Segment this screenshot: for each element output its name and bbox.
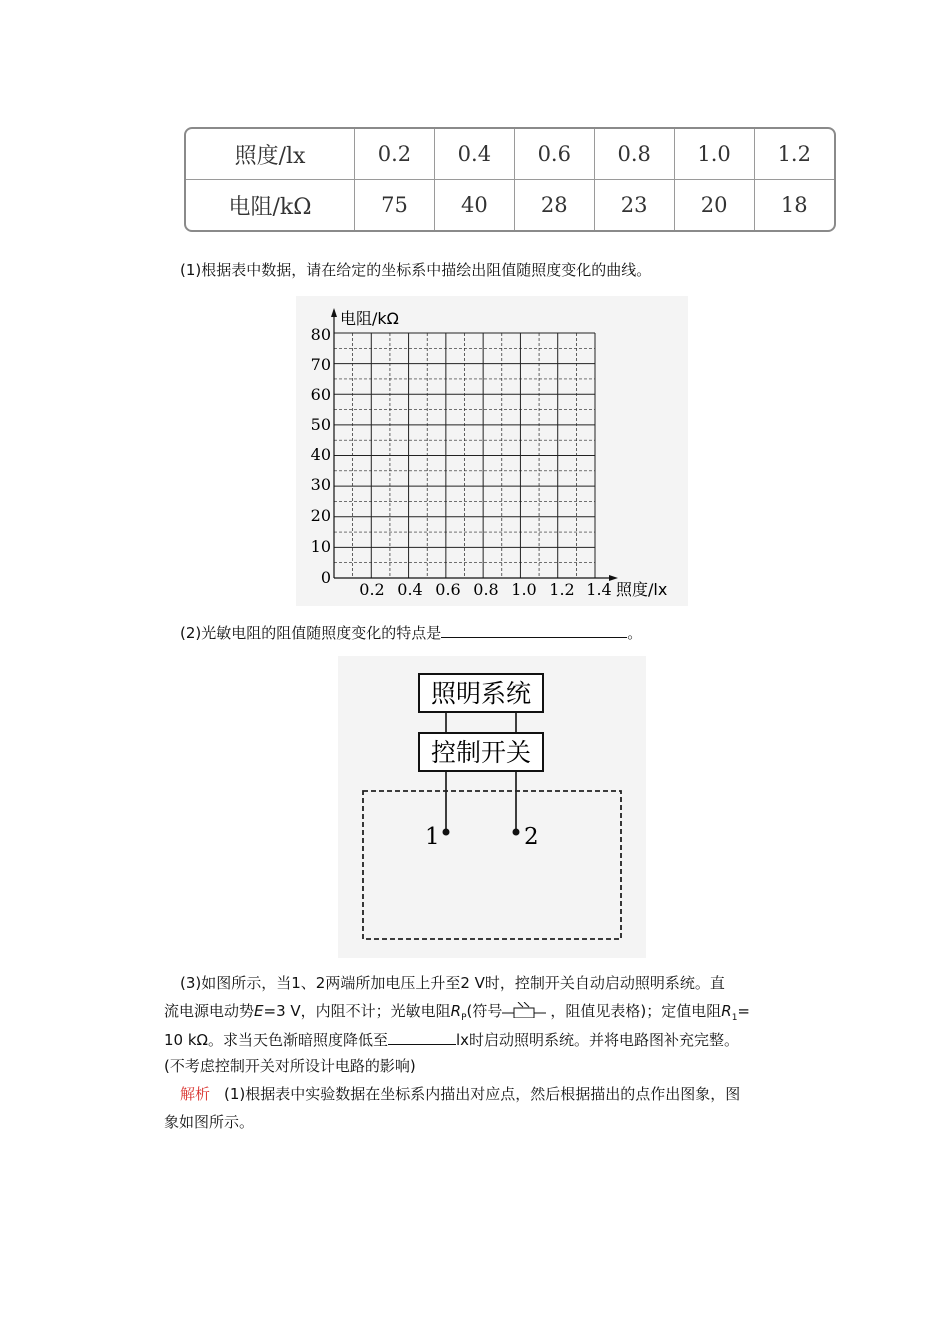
- x-axis-label: 照度/lx: [616, 580, 668, 599]
- table-cell: 23: [594, 180, 674, 231]
- answer-blank[interactable]: [441, 621, 627, 638]
- y-tick-label: 60: [310, 385, 331, 404]
- analysis-label: 解析: [180, 1085, 211, 1103]
- control-switch-label: 控制开关: [430, 738, 532, 767]
- question-2-text: (2)光敏电阻的阻值随照度变化的特点是: [180, 624, 442, 642]
- y-tick-label: 80: [310, 325, 331, 344]
- table-cell: 1.0: [674, 129, 754, 180]
- q3-text: (符号: [466, 1002, 503, 1020]
- question-2-end: 。: [627, 624, 643, 642]
- q3-text: =: [737, 1002, 750, 1020]
- x-tick-label: 0.6: [435, 580, 461, 599]
- q3-text: 10 kΩ。求当天色渐暗照度降低至: [164, 1031, 389, 1049]
- table-cell: 18: [754, 180, 834, 231]
- table-cell: 0.4: [434, 129, 514, 180]
- x-tick-label: 1.0: [511, 580, 537, 599]
- table-cell: 20: [674, 180, 754, 231]
- y-tick-label: 0: [320, 568, 331, 587]
- x-tick-label: 1.2: [549, 580, 575, 599]
- q3-text: lx时启动照明系统。并将电路图补充完整。: [456, 1031, 740, 1049]
- analysis-line-1: [180, 1080, 740, 1109]
- x-tick-label: 0.8: [473, 580, 499, 599]
- question-1-text: (1)根据表中数据，请在给定的坐标系中描绘出阻值随照度变化的曲线。: [180, 261, 652, 279]
- terminal-2-dot: [513, 829, 520, 836]
- table-cell: 0.6: [514, 129, 594, 180]
- table-cell: 0.2: [355, 129, 435, 180]
- q3-text: ，阻值见表格)；定值电阻: [550, 1002, 722, 1020]
- y-tick-label: 70: [310, 355, 331, 374]
- question-3-line-4: (不考虑控制开关对所设计电路的影响): [164, 1057, 416, 1075]
- question-3-line-1: (3)如图所示，当1、2两端所加电压上升至2 V时，控制开关自动启动照明系统。直: [180, 974, 725, 992]
- y-tick-label: 40: [310, 445, 331, 464]
- question-3-line-3: [164, 1026, 739, 1055]
- circuit-diagram: [338, 656, 646, 958]
- terminal-1-label: 1: [425, 824, 440, 850]
- lighting-system-label: 照明系统: [430, 679, 532, 708]
- terminal-1-dot: [443, 829, 450, 836]
- table-cell: 75: [355, 180, 435, 231]
- photoresistor-symbol-icon: [502, 1002, 550, 1018]
- table-row-illuminance: [186, 129, 834, 180]
- question-2: [180, 619, 642, 648]
- illuminance-resistance-table: [184, 127, 836, 232]
- terminal-2-label: 2: [524, 824, 539, 850]
- y-tick-label: 50: [310, 415, 331, 434]
- table-cell: 照度/lx: [186, 129, 355, 180]
- analysis-text: (1)根据表中实验数据在坐标系内描出对应点，然后根据描出的点作出图象，图: [224, 1085, 741, 1103]
- table-cell: 40: [434, 180, 514, 231]
- photoresistor-symbol: R: [450, 1002, 462, 1020]
- table-cell: 0.8: [594, 129, 674, 180]
- fixed-resistor-symbol: R: [721, 1002, 732, 1020]
- y-tick-label: 30: [310, 475, 331, 494]
- analysis-line-2: 象如图所示。: [164, 1113, 255, 1131]
- table-row-resistance: [186, 180, 834, 231]
- q3-text: =3 V，内阻不计；光敏电阻: [263, 1002, 451, 1020]
- answer-blank[interactable]: [388, 1028, 456, 1045]
- table-cell: 1.2: [754, 129, 834, 180]
- y-tick-label: 10: [310, 537, 331, 556]
- emf-symbol: E: [254, 1002, 264, 1020]
- table-cell: 28: [514, 180, 594, 231]
- q3-text: 流电源电动势: [164, 1002, 255, 1020]
- y-tick-label: 20: [310, 506, 331, 525]
- photoresistor-subscript: P: [461, 1013, 467, 1023]
- x-tick-label: 0.2: [359, 580, 385, 599]
- x-tick-label: 0.4: [397, 580, 423, 599]
- y-axis-label: 电阻/kΩ: [340, 309, 399, 328]
- table-cell: 电阻/kΩ: [186, 180, 355, 231]
- fixed-resistor-subscript: 1: [731, 1013, 738, 1023]
- blank-coordinate-grid: [296, 296, 688, 606]
- x-tick-label: 1.4: [586, 580, 612, 599]
